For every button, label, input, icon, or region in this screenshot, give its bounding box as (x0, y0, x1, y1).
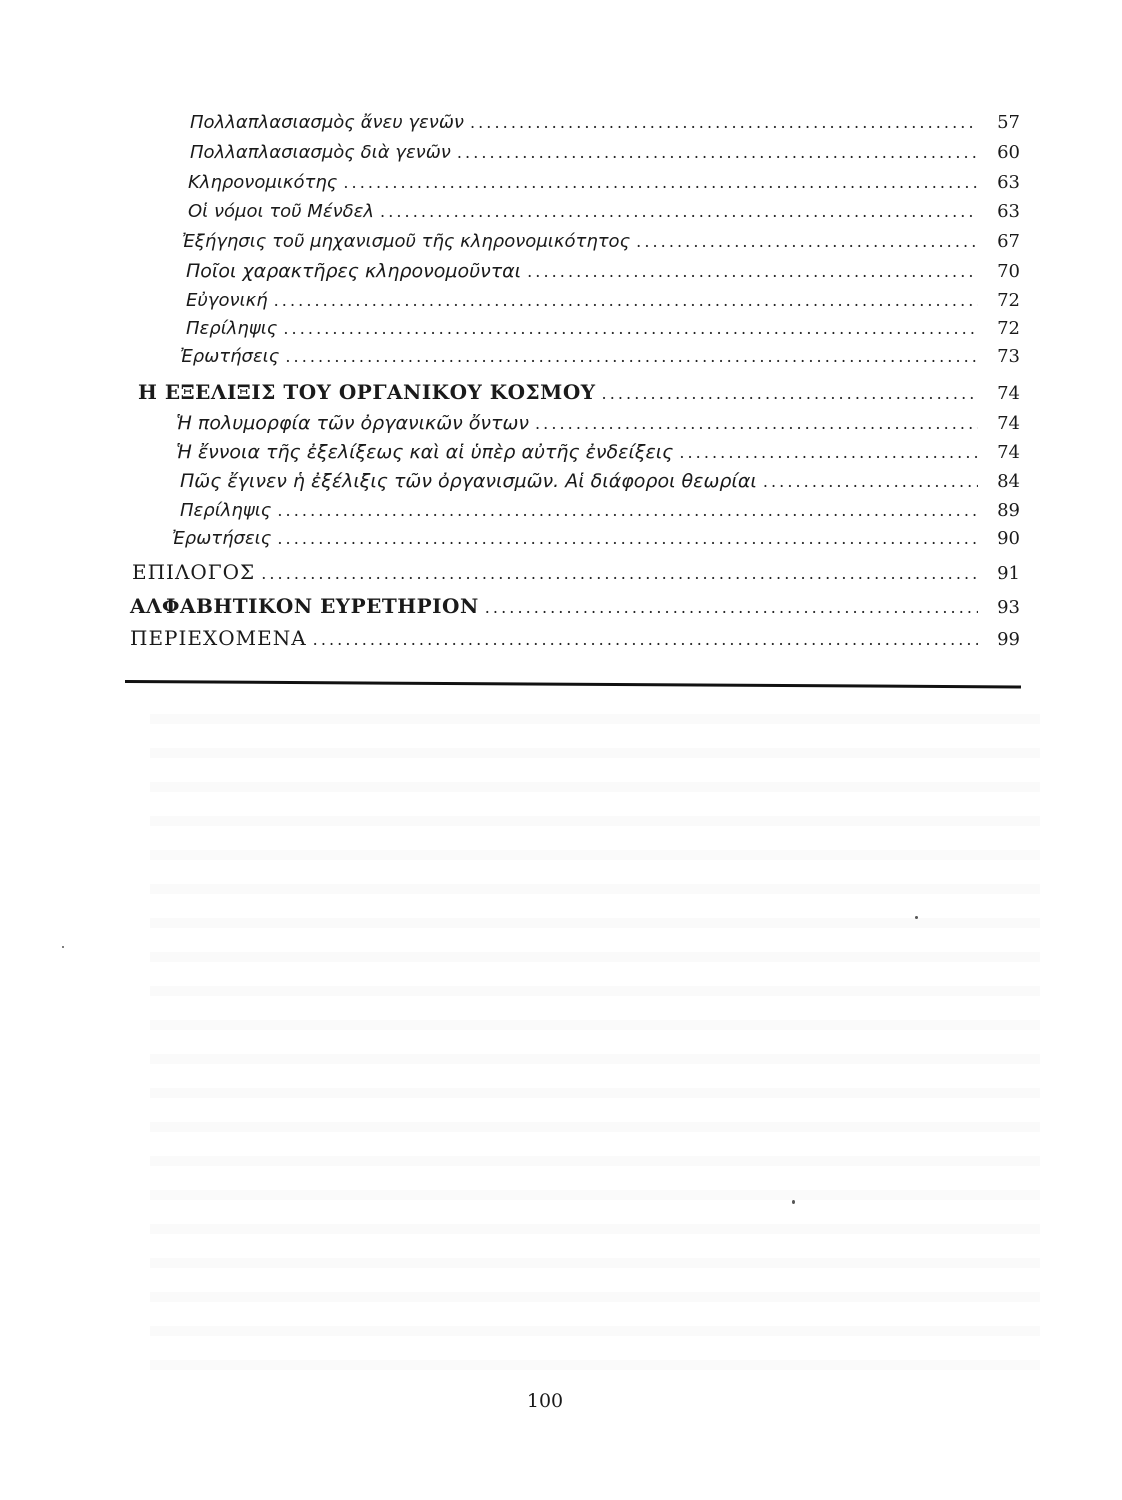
toc-entry-title: ΕΠΙΛΟΓΟΣ (132, 560, 256, 584)
toc-entry-title: Ἐξήγησις τοῦ μηχανισμοῦ τῆς κληρονομικότητος (182, 231, 631, 252)
toc-chapter (130, 626, 1020, 650)
dot-leader (485, 598, 978, 617)
toc-entry-page: 67 (997, 231, 1020, 252)
dot-leader (679, 443, 978, 462)
toc-entry-title: Πολλαπλασιασμὸς ἄνευ γενῶν (190, 112, 464, 133)
toc-entry-page: 74 (997, 413, 1020, 434)
toc-entry-title: Ἐρωτήσεις (180, 346, 280, 367)
dot-leader (457, 143, 978, 162)
toc-entry (176, 412, 1020, 434)
toc-entry-title: ΠΕΡΙΕΧΟΜΕΝΑ (130, 626, 307, 650)
dot-leader (527, 262, 978, 281)
toc-entry (188, 172, 1020, 193)
toc-entry-title: Οἱ νόμοι τοῦ Μένδελ (188, 201, 375, 222)
toc-entry-page: 63 (997, 172, 1020, 193)
horizontal-rule (125, 680, 1021, 688)
toc-entry (180, 470, 1020, 492)
toc-entry-title: Πολλαπλασιασμὸς διὰ γενῶν (190, 142, 451, 163)
dot-leader (261, 564, 978, 583)
toc-entry-title: Κληρονομικότης (188, 172, 338, 193)
dot-leader (535, 414, 978, 433)
scan-speck (62, 946, 64, 948)
dot-leader (636, 232, 978, 251)
toc-entry-page: 73 (997, 346, 1020, 367)
dot-leader (313, 630, 978, 649)
toc-entry-title: Ἡ ἔννοια τῆς ἐξελίξεως καὶ αἱ ὑπὲρ αὐτῆς ἐνδείξεις (176, 441, 674, 463)
toc-entry-title: Ἡ πολυμορφία τῶν ὀργανικῶν ὄντων (176, 412, 529, 434)
dot-leader (470, 113, 978, 132)
toc-entry-page: 60 (997, 142, 1020, 163)
toc-entry-page: 72 (997, 290, 1020, 311)
toc-entry-page: 74 (997, 383, 1020, 404)
toc-entry-page: 91 (997, 563, 1020, 584)
toc-chapter (138, 380, 1020, 404)
toc-entry (176, 441, 1020, 463)
toc-entry (172, 528, 1020, 549)
toc-entry (182, 231, 1020, 252)
toc-entry-page: 57 (997, 112, 1020, 133)
toc-entry-page: 72 (997, 318, 1020, 339)
dot-leader (763, 472, 978, 491)
toc-entry-title: Περίληψις (180, 500, 272, 521)
toc-entry (180, 346, 1020, 367)
toc-entry (190, 112, 1020, 133)
toc-entry-title: Ἐρωτήσεις (172, 528, 272, 549)
toc-entry-page: 93 (997, 597, 1020, 618)
dot-leader (283, 319, 978, 338)
toc-entry (180, 500, 1020, 521)
toc-entry (186, 260, 1020, 282)
dot-leader (380, 202, 978, 221)
toc-entry-page: 99 (997, 629, 1020, 650)
toc-entry-title: Εὐγονική (186, 290, 268, 311)
toc-chapter (130, 594, 1020, 618)
toc-entry-page: 74 (997, 442, 1020, 463)
toc-entry (190, 142, 1020, 163)
toc-entry (188, 201, 1020, 222)
dot-leader (274, 291, 978, 310)
toc-entry-title: Ποῖοι χαρακτῆρες κληρονομοῦνται (186, 260, 522, 282)
toc-entry-page: 90 (997, 528, 1020, 549)
toc-entry-page: 63 (997, 201, 1020, 222)
dot-leader (277, 529, 978, 548)
toc-entry (186, 318, 1020, 339)
toc-entry-page: 70 (997, 261, 1020, 282)
dot-leader (343, 173, 978, 192)
toc-entry-page: 84 (997, 471, 1020, 492)
bleed-through-background (150, 690, 1040, 1390)
toc-entry-title: ΑΛΦΑΒΗΤΙΚΟΝ ΕΥΡΕΤΗΡΙΟΝ (130, 594, 479, 618)
scan-speck (915, 916, 918, 919)
scan-speck (792, 1200, 795, 1204)
toc-entry-title: Πῶς ἔγινεν ἡ ἐξέλιξις τῶν ὀργανισμῶν. Αἱ διάφοροι θεωρίαι (180, 470, 757, 492)
toc-chapter (132, 560, 1020, 584)
dot-leader (602, 384, 978, 403)
page-number: 100 (526, 1390, 564, 1412)
dot-leader (285, 347, 978, 366)
toc-entry-title: Η ΕΞΕΛΙΞΙΣ ΤΟΥ ΟΡΓΑΝΙΚΟΥ ΚΟΣΜΟΥ (138, 380, 596, 404)
toc-entry (186, 290, 1020, 311)
dot-leader (277, 501, 978, 520)
toc-entry-page: 89 (997, 500, 1020, 521)
toc-entry-title: Περίληψις (186, 318, 278, 339)
